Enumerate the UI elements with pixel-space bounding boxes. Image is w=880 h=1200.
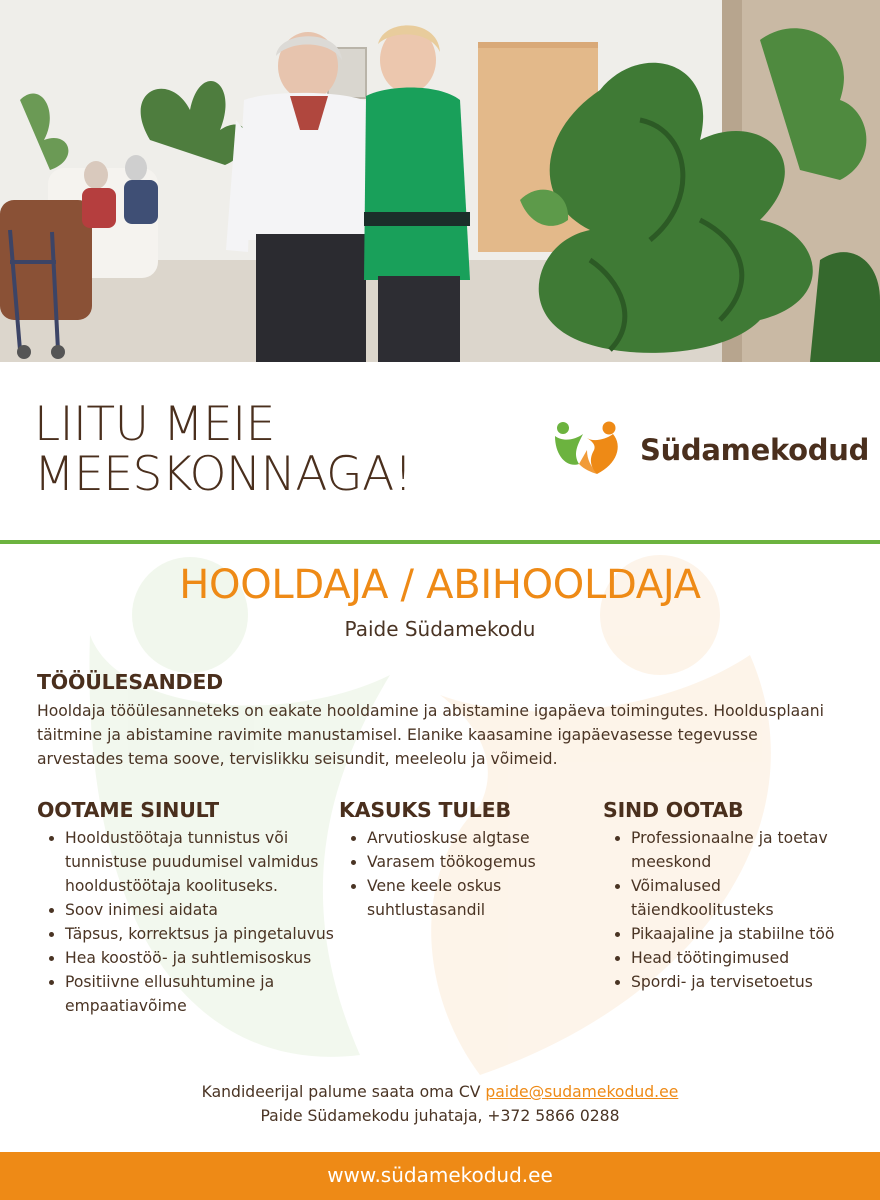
logo-wordmark: Südamekodud [640,433,870,467]
benefits-heading: SIND OOTAB [603,798,744,822]
list-item: Spordi- ja tervisetoetus [603,970,863,994]
list-item: Hea koostöö- ja suhtlemisoskus [37,946,337,970]
list-item: Arvutioskuse algtase [339,826,579,850]
list-item: Positiivne ellusuhtumine ja empaatiavõime [37,970,337,1018]
duties-text: Hooldaja tööülesanneteks on eakate hooldamine ja abistamine igapäeva toimingutes. Hooldusplaani täitmine ja abistamine ravimite manustamisel. Elanike kaasamine igapäevasesse tegevusse arvestades tema soove, tervislikku seisundit, meeleolu ja võimeid. [37,702,824,768]
headline-line-2: MEESKONNAGA! [34,447,413,502]
advantages-list [339,826,579,922]
contact-prefix: Kandideerijal palume saata oma CV [201,1083,486,1101]
requirements-column [37,798,337,1018]
benefits-column [603,798,863,994]
sudamekodud-logo [553,420,870,480]
list-item: Täpsus, korrektsus ja pingetaluvus [37,922,337,946]
list-item: Professionaalne ja toetav meeskond [603,826,863,874]
job-title: HOOLDAJA / ABIHOOLDAJA [179,562,701,608]
list-item: Vene keele oskus suhtlustasandil [339,874,579,922]
website-link[interactable]: www.südamekodud.ee [327,1163,553,1187]
job-location: Paide Südamekodu [344,617,536,641]
contact-block [0,1080,880,1128]
contact-line-2: Paide Südamekodu juhataja, +372 5866 0288 [260,1107,620,1125]
requirements-heading: OOTAME SINULT [37,798,219,822]
list-item: Hooldustöötaja tunnistus või tunnistuse puudumisel valmidus hooldustöötaja koolituseks. [37,826,337,898]
benefits-list [603,826,863,994]
advantages-heading: KASUKS TULEB [339,798,511,822]
section-divider [0,540,880,544]
hero-scene [0,0,880,362]
advantages-column [339,798,579,922]
list-item: Võimalused täiendkoolitusteks [603,874,863,922]
list-item: Varasem töökogemus [339,850,579,874]
footer-bar [0,1152,880,1200]
duties-section [37,670,847,771]
list-item: Head töötingimused [603,946,863,970]
heart-people-logo-icon [553,420,623,476]
headline [34,397,413,502]
duties-heading: TÖÖÜLESANDED [37,670,223,694]
hero-photo [0,0,880,362]
contact-line-1 [0,1080,880,1104]
headline-line-1: LIITU MEIE [34,397,275,452]
email-link[interactable]: paide@sudamekodud.ee [485,1083,679,1101]
list-item: Pikaajaline ja stabiilne töö [603,922,863,946]
list-item: Soov inimesi aidata [37,898,337,922]
requirements-list [37,826,337,1018]
